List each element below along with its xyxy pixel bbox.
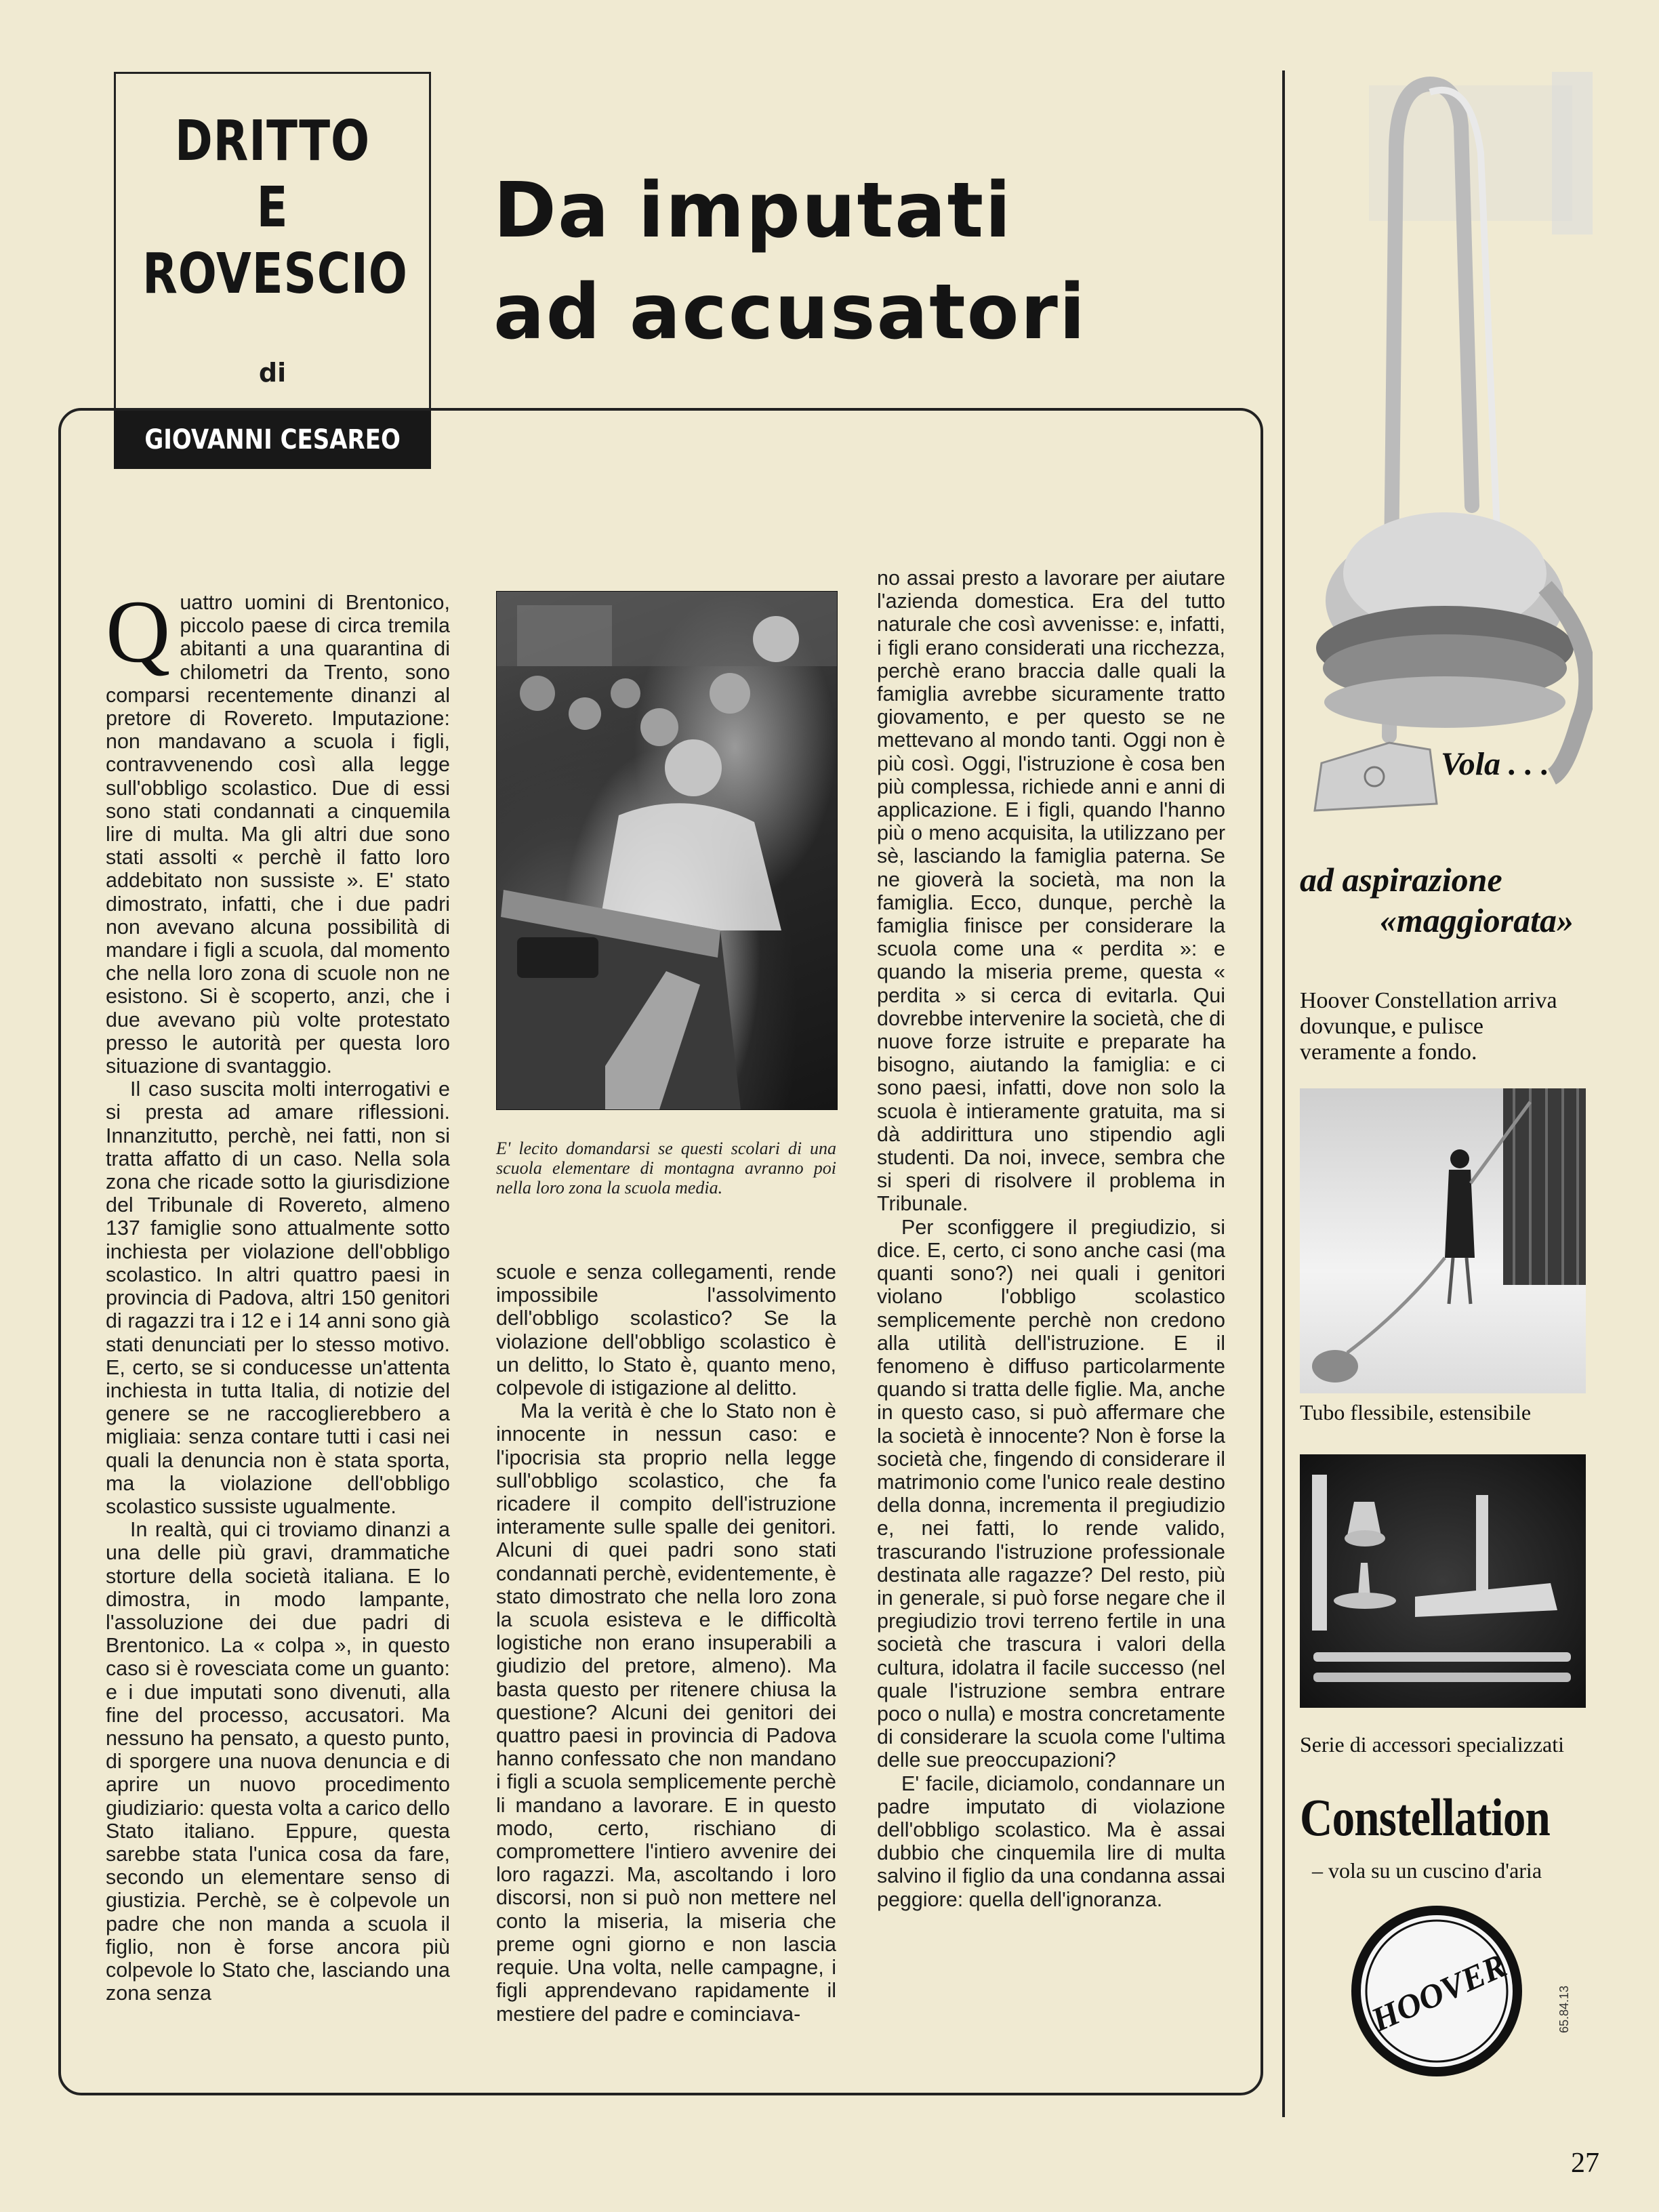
ad-tagline: – vola su un cuscino d'aria — [1312, 1858, 1542, 1883]
ad-photo-hose — [1300, 1088, 1586, 1393]
classroom-photo — [496, 591, 838, 1110]
article-column-1 — [106, 581, 450, 2005]
ad-aspiration-slogan — [1300, 859, 1591, 941]
hoover-logo-icon — [1349, 1903, 1525, 2079]
headline-line-1: Da imputati — [493, 167, 1012, 255]
rubric-line-3: ROVESCIO — [142, 242, 408, 306]
accessories-illustration — [1300, 1454, 1586, 1708]
paragraph-text: uattro uomini di Brentonico, piccolo paese di circa tremila abitanti a una quarantina di chilometri da Trento, sono comparsi recentemente dinanzi al pretore di Rovereto. Imputazione: non mandavano a scuola i figli, contravvenendo così alla legge sull'obbligo scolastico. Due di essi sono stati condannati a cinquemila lire di multa. Ma gli altri due sono stati assolti « perchè il fatto loro addebitato non sussiste ». E' stato dimostrato, infatti, che i due padri non avevano alcuna possibilità di mandare i figli a scuola, dal momento che nella loro zona di scuole non ne esistono. Si è scoperto, anzi, che i due avevano più volte protestato presso le autorità per questa loro situazione di svantaggio. — [106, 591, 450, 1078]
headline — [493, 160, 1259, 363]
article-paragraph: In realtà, qui ci troviamo dinanzi a una delle più gravi, drammatiche storture della società italiana. E lo dimostra, in modo lampante, l'assoluzione dei due padri di Brentonico. La « colpa », in questo caso si è rovesciata come un guanto: e i due imputati sono divenuti, alla fine del processo, accusatori. Ma nessuno ha pensato, a questo punto, di sporgere una nuova denuncia e di aprire un nuovo procedimento giudiziario: questa volta a carico dello Stato italiano. Eppure, questa sarebbe stata l'unica cosa da fare, secondo un elementare senso di giustizia. Perchè, se è colpevole un padre che non manda a scuola il figlio, non è forse ancora più colpevole lo Stato che, lasciando una zona senza — [106, 1518, 450, 2005]
rubric-line-1: DRITTO — [175, 109, 370, 173]
ad-copy: Hoover Constellation arriva dovunque, e pulisce veramente a fondo. — [1300, 988, 1557, 1065]
article-paragraph: scuole e senza collegamenti, rende impossibile l'assolvimento dell'obbligo scolastico? Se la violazione dell'obbligo scolastico è un delitto, lo Stato è, quanto meno, colpevole di istigazione al delitto. — [496, 1261, 836, 1400]
ad-code: 65.84.13 — [1557, 1985, 1571, 2033]
rubric-by: di — [258, 358, 287, 388]
ad-aspiration-line-1: ad aspirazione — [1300, 861, 1502, 899]
column-separator — [1282, 70, 1285, 2117]
vacuum-cleaner-illustration — [1294, 72, 1593, 851]
article-paragraph — [106, 581, 450, 1078]
article-column-3 — [877, 567, 1225, 1911]
article-paragraph: Ma la verità è che lo Stato non è innocente in nessun caso: e l'ipocrisia sta proprio nella legge sull'obbligo scolastico, che fa ricadere il compito dell'istruzione interamente sulle spalle dei genitori. Alcuni di quei padri sono stati condannati perchè, evidentemente, è stato dimostrato che nella loro zona la scuola esisteva e le difficoltà logistiche non erano insuperabili a giudizio del pretore, almeno). Ma basta questo per ritenere chiusa la questione? Alcuni dei genitori dei quattro paesi in provincia di Padova hanno confessato che non mandano i figli a scuola semplicemente perchè li mandano a lavorare. E in questo modo, certo, rischiano di compromettere l'intiero avvenire dei loro ragazzi. Ma, ascoltando i loro discorsi, non si può non mettere nel conto la miseria, la miseria che preme ogni giorno e non lascia requie. Una volta, nelle campagne, i figli apprendevano rapidamente il mestiere del padre e cominciava- — [496, 1399, 836, 2026]
ad-vola-text: Vola . . . — [1441, 746, 1550, 782]
ad-photo-accessories — [1300, 1454, 1586, 1708]
woman-vacuuming-illustration — [1300, 1088, 1586, 1393]
photo-caption: E' lecito domandarsi se questi scolari di una scuola elementare di montagna avranno poi nella loro zona la scuola media. — [496, 1139, 836, 1197]
article-paragraph: Il caso suscita molti interrogativi e si presta ad amare riflessioni. Innanzitutto, perchè, nei fatti, non si tratta affatto di un caso. Nella sola zona che ricade sotto la giurisdizione del Tribunale di Rovereto, almeno 137 famiglie sono attualmente sotto inchiesta per violazione dell'obbligo scolastico. In altri quattro paesi in provincia di Padova, altri 150 genitori di ragazzi tra i 12 e i 14 anni sono già stati denunciati per lo stesso motivo. E, certo, se si conducesse un'attenta inchiesta in tutta Italia, di notizie del genere se ne raccoglierebbero a migliaia: senza contare tutti i casi nei quali la denuncia non è stata sporta, ma la violazione dell'obbligo scolastico sussiste ugualmente. — [106, 1078, 450, 1518]
headline-line-2: ad accusatori — [493, 268, 1087, 356]
article-paragraph: no assai presto a lavorare per aiutare l'azienda domestica. Era del tutto naturale che così avvenisse: e, infatti, i figli erano considerati una ricchezza, perchè erano braccia dalle quali la famiglia avrebbe sicuramente tratto giovamento, e per questo se ne mettevano al mondo tanti. Oggi non è più così. Oggi, l'istruzione è cosa ben più complessa, richiede anni e anni di applicazione. E i figli, quando l'hanno più o meno acquisita, la utilizzano per sè, lasciando la famiglia paterna. Se ne gioverà la società, ma non la famiglia. Ecco, dunque, perchè la famiglia finisce per considerare la scuola come una « perdita »: e quando la miseria preme, questa « perdita » si cerca di evitarla. Qui dovrebbe intervenire la società, che di nuove forze istruite e preparate ha bisogno, aiutando la famiglia: e ci sono paesi, infatti, dove non solo la scuola è intieramente gratuita, ma si dà addirittura uno stipendio agli studenti. Da noi, invece, sembra che si speri di risolvere il problema in Tribunale. — [877, 567, 1225, 1216]
page-number: 27 — [1571, 2148, 1599, 2179]
article-column-2 — [496, 1261, 836, 2026]
classroom-photo-illustration — [497, 592, 837, 1109]
rubric-line-2: E — [256, 176, 289, 240]
author-name: GIOVANNI CESAREO — [144, 424, 401, 455]
drop-cap: Q — [106, 581, 171, 681]
ad-brand-name: Constellation — [1300, 1788, 1550, 1847]
ad-caption-accessories: Serie di accessori specializzati — [1300, 1732, 1565, 1757]
rubric-title — [142, 108, 408, 308]
ad-caption-hose: Tubo flessibile, estensibile — [1300, 1400, 1532, 1425]
article-paragraph: Per sconfiggere il pregiudizio, si dice. E, certo, ci sono anche casi (ma quanti sono?) nei quali i genitori violano l'obbligo scolastico semplicemente perchè non credono alla utilità dell'istruzione. E il fenomeno è diffuso particolarmente quando si tratta delle figlie. Ma, anche in questo caso, si può affermare che la società è innocente? Non è forse la società che, fingendo di considerare il matrimonio come l'unico reale destino della donna, incrementa il pregiudizio e, nei fatti, lo rende valido, trascurando l'istruzione professionale destinata alle ragazze? Del resto, più in generale, si può forse negare che il pregiudizio trovi terreno fertile in una società che trascura i valori della cultura, idolatra il facile successo (nel quale l'istruzione sembra entrare poco o nulla) e mostra concretamente di considerare la scuola come l'ultima delle sue preoccupazioni? — [877, 1215, 1225, 1772]
article-paragraph: E' facile, diciamolo, condannare un padre imputato di violazione dell'obbligo scolastico. Ma è assai dubbio che cinquemila lire di multa salvino il figlio da una condanna assai peggiore: quella dell'ignoranza. — [877, 1771, 1225, 1911]
ad-aspiration-line-2: «maggiorata» — [1379, 901, 1574, 939]
hoover-logo — [1349, 1903, 1525, 2079]
hoover-logo-text: HOOVER — [1366, 1946, 1512, 2039]
vacuum-cleaner-image — [1294, 72, 1593, 851]
